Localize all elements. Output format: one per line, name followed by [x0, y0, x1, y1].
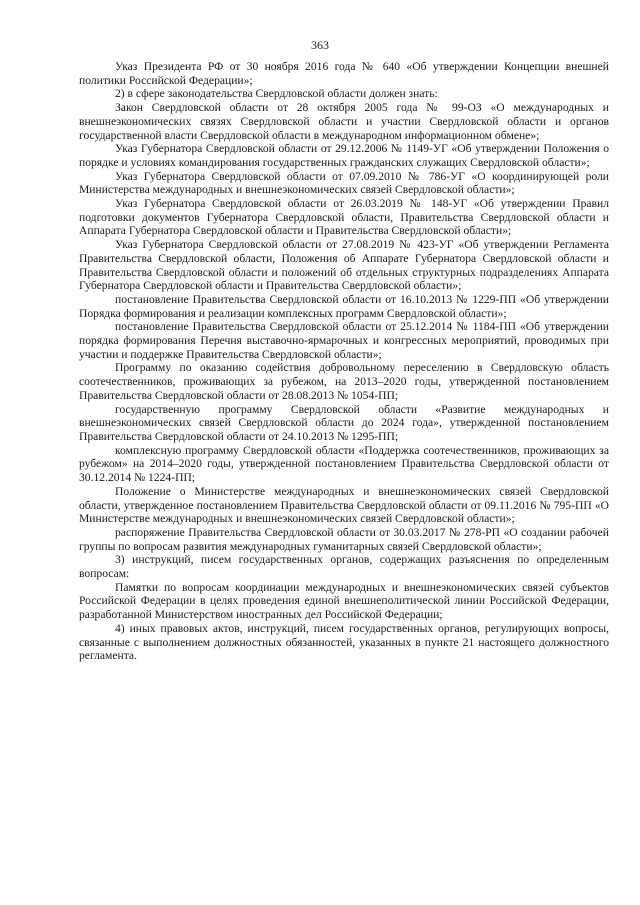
paragraph: государственную программу Свердловской области «Развитие международных и внешнеэкономических связей Свердловской области до 2024 года», утвержденной постановлением Правительства Свердловской области от 24.10.2013 № 1295-ПП; [79, 402, 609, 443]
paragraph: 4) иных правовых актов, инструкций, писем государственных органов, регулирующих вопросы, связанные с выполнением должностных обязанностей, указанных в пункте 21 настоящего должностного регламента. [79, 621, 609, 663]
paragraph: Указ Президента РФ от 30 ноября 2016 года № 640 «Об утверждении Концепции внешней политики Российской Федерации»; [79, 60, 609, 87]
paragraph: распоряжение Правительства Свердловской области от 30.03.2017 № 278-РП «О создании рабочей группы по вопросам развития международных гуманитарных связей Свердловской области»; [79, 525, 609, 553]
paragraph: Программу по оказанию содействия добровольному переселению в Свердловскую область соотечественников, проживающих за рубежом, на 2013–2020 годы, утвержденной постановлением Правительства Свердловской области от 28.08.2013 № 1054-ПП; [79, 361, 609, 402]
paragraph: комплексную программу Свердловской области «Поддержка соотечественников, проживающих за рубежом» на 2014–2020 годы, утвержденной постановлением Правительства Свердловской области от 30.12.2014 № 1224-ПП; [79, 443, 609, 485]
paragraph: Указ Губернатора Свердловской области от 07.09.2010 № 786-УГ «О координирующей роли Министерства международных и внешнеэкономических связей Свердловской области»; [79, 169, 609, 197]
paragraph: 3) инструкций, писем государственных органов, содержащих разъяснения по определенным вопросам: [79, 553, 609, 581]
paragraph: Указ Губернатора Свердловской области от 26.03.2019 № 148-УГ «Об утверждении Правил подготовки документов Губернатора Свердловской области, Правительства Свердловской области и Аппарата Губернатора Свердловской области и Правительства Свердловской области»; [79, 197, 609, 238]
paragraph: Указ Губернатора Свердловской области от 29.12.2006 № 1149-УГ «Об утверждении Положения о порядке и условиях командирования государственных гражданских служащих Свердловской области»; [79, 142, 609, 169]
paragraph: постановление Правительства Свердловской области от 16.10.2013 № 1229-ПП «Об утверждении Порядка формирования и реализации комплексных программ Свердловской области»; [79, 292, 609, 320]
paragraph: Закон Свердловской области от 28 октября 2005 года № 99-ОЗ «О международных и внешнеэкономических связях Свердловской области и участии Свердловской области и органов государственной власти Свердловской области в международном информационном обмене»; [79, 101, 609, 142]
paragraph: 2) в сфере законодательства Свердловской области должен знать: [115, 87, 438, 101]
paragraph: постановление Правительства Свердловской области от 25.12.2014 № 1184-ПП «Об утверждении порядка формирования Перечня выставочно-ярмарочных и конгрессных мероприятий, проводимых при участии и поддержке Правительства Свердловской области»; [79, 320, 609, 361]
paragraph: Положение о Министерстве международных и внешнеэкономических связей Свердловской области, утвержденное постановлением Правительства Свердловской области от 09.11.2016 № 795-ПП «О Министерстве международных и внешнеэкономических связей Свердловской области»; [79, 484, 609, 526]
paragraph: Памятки по вопросам координации международных и внешнеэкономических связей субъектов Российской Федерации в целях проведения единой внешнеполитической линии Российской Федерации, разработанной Министерством иностранных дел Российской Федерации; [79, 580, 609, 622]
page-number: 363 [311, 38, 329, 52]
paragraph: Указ Губернатора Свердловской области от 27.08.2019 № 423-УГ «Об утверждении Регламента Правительства Свердловской области, Положения об Аппарате Губернатора Свердловской области и Правительства Свердловской области и положений об отдельных структурных подразделениях Аппарата Губернатора Свердловской области и Правительства Свердловской области»; [79, 238, 609, 293]
document-body [79, 60, 609, 663]
